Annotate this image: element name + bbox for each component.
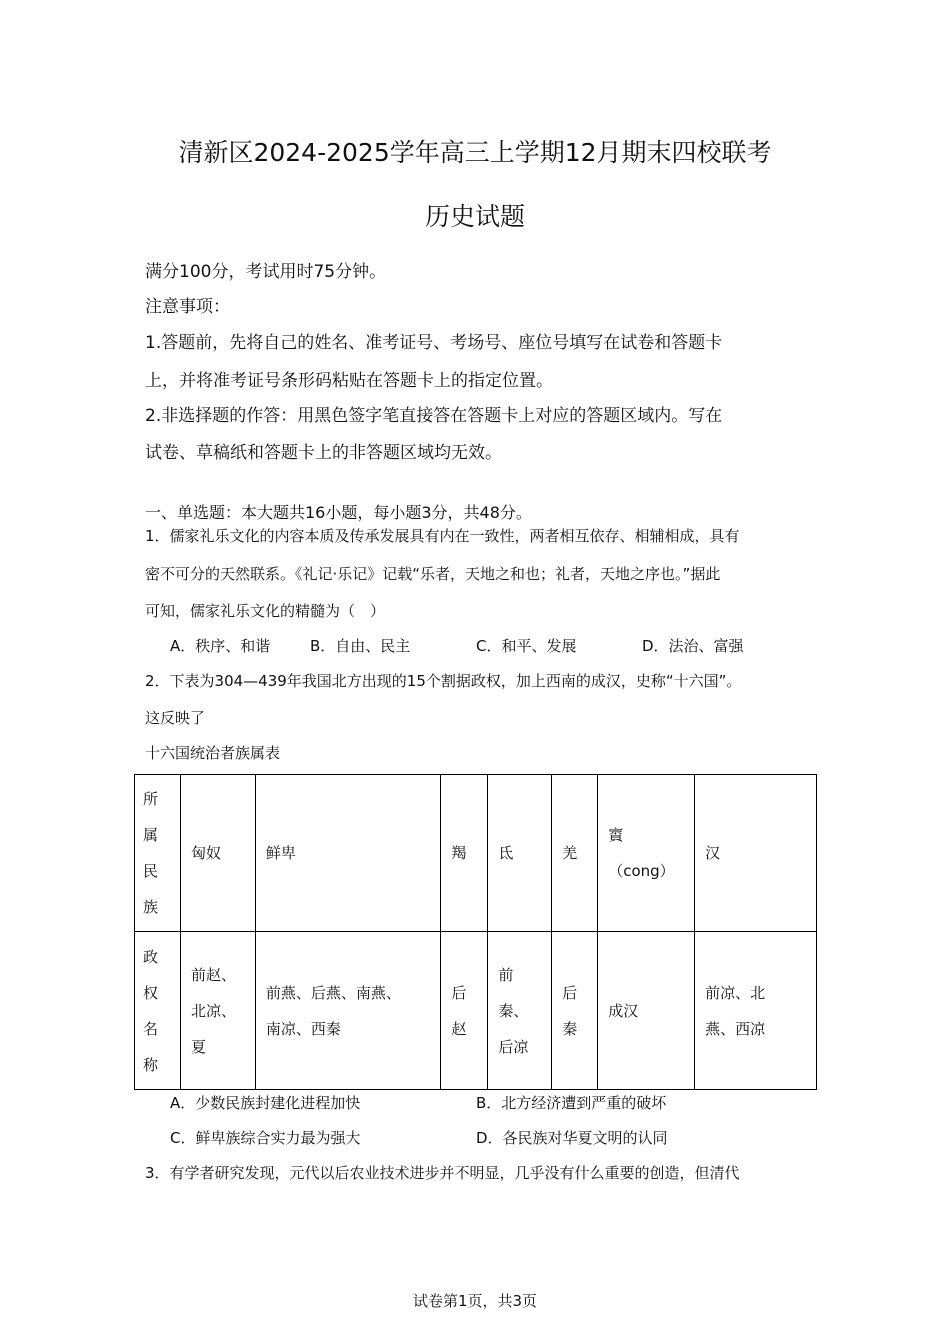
table-row-ethnic — [135, 775, 817, 932]
q2-option-d: D．各民族对华夏文明的认同 — [476, 1129, 668, 1147]
q1-option-c: C．和平、发展 — [476, 637, 577, 655]
page-footer: 试卷第1页，共3页 — [412, 1292, 538, 1310]
note-1-line-1: 1.答题前，先将自己的姓名、准考证号、考场号、座位号填写在试卷和答题卡 — [145, 333, 723, 353]
q2-option-b: B．北方经济遭到严重的破坏 — [476, 1094, 667, 1112]
score-line: 满分100分，考试用时75分钟。 — [145, 262, 387, 282]
page-subtitle: 历史试题 — [424, 202, 525, 231]
q2-line-2: 这反映了 — [145, 709, 206, 727]
cell-regimes-qiang: 后 秦 — [552, 932, 598, 1090]
cell-regimes-han: 前凉、北 燕、西凉 — [695, 932, 817, 1090]
cell-regimes-cong: 成汉 — [598, 932, 695, 1090]
table-row-regimes — [135, 932, 817, 1090]
q1-line-2: 密不可分的天然联系。《礼记·乐记》记载“乐者，天地之和也；礼者，天地之序也。”据此 — [145, 565, 721, 583]
cell-regimes-jie: 后 赵 — [441, 932, 488, 1090]
q2-line-1: 2．下表为304—439年我国北方出现的15个割据政权，加上西南的成汉，史称“十六国”。 — [145, 672, 742, 690]
q1-option-d: D．法治、富强 — [642, 637, 744, 655]
q2-option-a: A．少数民族封建化进程加快 — [170, 1094, 361, 1112]
sixteen-kingdoms-table — [134, 774, 817, 1090]
note-1-line-2: 上，并将准考证号条形码粘贴在答题卡上的指定位置。 — [145, 371, 553, 391]
note-2-line-2: 试卷、草稿纸和答题卡上的非答题区域均无效。 — [145, 443, 502, 463]
notes-heading: 注意事项： — [145, 297, 230, 317]
q1-option-b: B．自由、民主 — [310, 637, 411, 655]
q1-option-a: A．秩序、和谐 — [170, 637, 271, 655]
note-2-line-1: 2.非选择题的作答：用黑色签字笔直接答在答题卡上对应的答题区域内。写在 — [145, 406, 723, 426]
row-header-regimes: 政 权 名 称 — [135, 932, 181, 1090]
cell-regimes-xianbei: 前燕、后燕、南燕、 南凉、西秦 — [255, 932, 441, 1090]
cell-jie: 羯 — [441, 775, 488, 932]
q2-option-c: C．鲜卑族综合实力最为强大 — [170, 1129, 361, 1147]
cell-han: 汉 — [695, 775, 817, 932]
q3-line-1: 3．有学者研究发现，元代以后农业技术进步并不明显，几乎没有什么重要的创造，但清代 — [145, 1164, 740, 1182]
cell-cong: 賨 （cong） — [598, 775, 695, 932]
cell-xianbei: 鲜卑 — [255, 775, 441, 932]
row-header-ethnic: 所 属 民 族 — [135, 775, 181, 932]
cell-regimes-di: 前 秦、 后凉 — [488, 932, 552, 1090]
table-caption: 十六国统治者族属表 — [145, 744, 281, 762]
cell-xiongnu: 匈奴 — [180, 775, 255, 932]
cell-regimes-xiongnu: 前赵、 北凉、 夏 — [180, 932, 255, 1090]
q1-line-1: 1．儒家礼乐文化的内容本质及传承发展具有内在一致性，两者相互依存、相辅相成，具有 — [145, 527, 740, 545]
cell-qiang: 羌 — [552, 775, 598, 932]
cell-di: 氐 — [488, 775, 552, 932]
section-heading: 一、单选题：本大题共16小题，每小题3分，共48分。 — [145, 503, 532, 522]
q1-line-3: 可知，儒家礼乐文化的精髓为（ ） — [145, 602, 386, 620]
page-title: 清新区2024-2025学年高三上学期12月期末四校联考 — [178, 138, 772, 167]
